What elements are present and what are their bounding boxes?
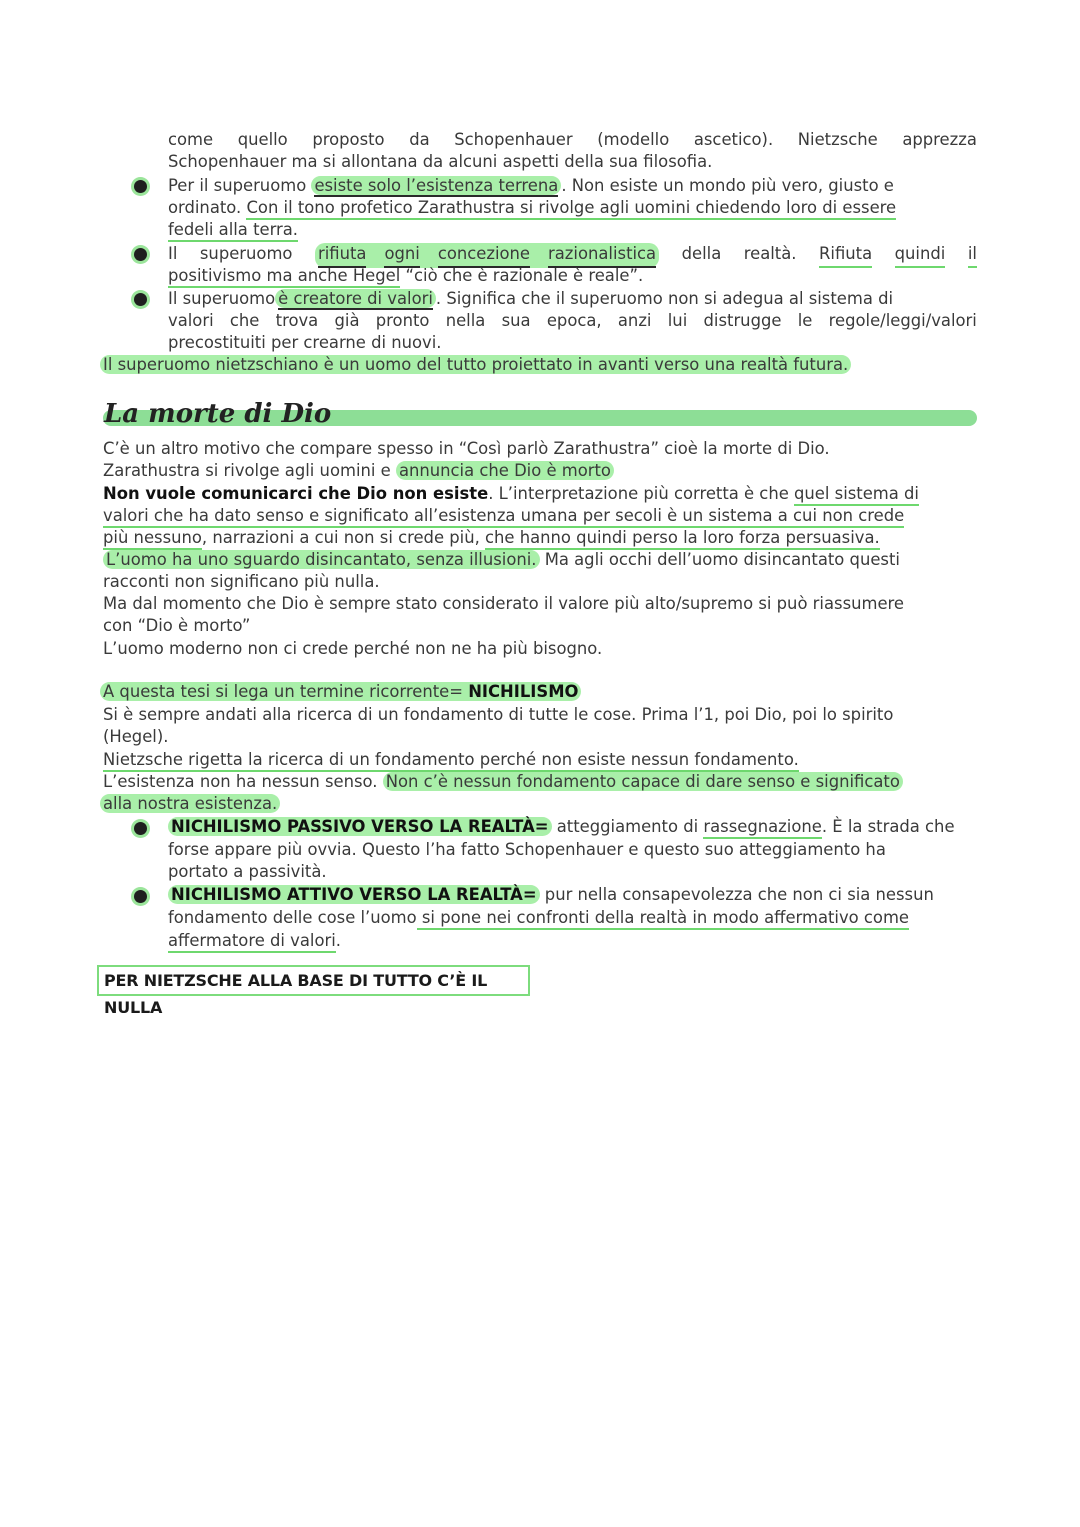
underlined-word: quindi — [895, 243, 946, 268]
underlined-text: più nessuno — [103, 528, 202, 550]
highlighted-text: alla nostra esistenza. — [100, 794, 280, 813]
highlighted-text: è creatore di valori — [278, 289, 433, 308]
word: valori — [168, 311, 214, 330]
word: anzi — [617, 311, 652, 330]
underlined-word: Rifiuta — [819, 243, 872, 268]
underlined-text: Nietzsche rigetta la ricerca di un fondamento perché non esiste nessun fondamento. — [103, 750, 799, 772]
text-line — [100, 681, 974, 703]
bullet-icon — [134, 293, 147, 306]
text-line — [168, 930, 977, 952]
bullet-icon — [134, 180, 147, 193]
word: trova — [275, 311, 319, 330]
text-span: Il superuomo — [168, 289, 276, 308]
text-line — [168, 129, 977, 151]
text-line — [168, 884, 977, 906]
text-span: . Non esiste un mondo più vero, giusto e — [561, 176, 894, 195]
text-span: Per il superuomo — [168, 176, 307, 195]
text-line: precostituiti per crearne di nuovi. — [168, 333, 442, 352]
underlined-text: Con il tono profetico Zarathustra si rivolge agli uomini chiedendo loro di essere — [246, 198, 896, 220]
word: sua — [501, 311, 531, 330]
text-line: (Hegel). — [103, 727, 169, 746]
word: epoca, — [546, 311, 602, 330]
word: regole/leggi/valori — [828, 311, 977, 330]
highlighted-text: L’uomo ha uno sguardo disincantato, senza illusioni. — [103, 550, 540, 569]
highlighted-text — [100, 682, 581, 701]
word: che — [229, 311, 260, 330]
word: ascetico). — [693, 130, 774, 149]
text-span: “ciò che è razionale è reale”. — [400, 266, 644, 285]
underlined-text: rassegnazione — [703, 817, 821, 839]
word: le — [797, 311, 813, 330]
text-line — [103, 460, 977, 482]
text-line: forse appare più ovvia. Questo l’ha fatto Schopenhauer e questo suo atteggiamento ha — [168, 840, 886, 859]
word: realtà. — [743, 244, 797, 263]
highlighted-text: annuncia che Dio è morto — [396, 461, 614, 480]
text-span: . L’interpretazione più corretta è che — [488, 484, 789, 503]
text-span: A questa tesi si lega un termine ricorrente= — [103, 682, 463, 701]
text-line: Schopenhauer ma si allontana da alcuni aspetti della sua filosofia. — [168, 152, 713, 171]
conclusion-box: PER NIETZSCHE ALLA BASE DI TUTTO C’È IL NULLA — [97, 965, 530, 996]
word: già — [334, 311, 360, 330]
underlined-text: valori che ha dato senso e significato all’esistenza umana per secoli è un sistema a cui non crede — [103, 506, 904, 528]
highlighted-text: esiste solo l’esistenza terrena — [314, 176, 559, 195]
text-line — [103, 505, 977, 527]
text-line: Ma dal momento che Dio è sempre stato considerato il valore più alto/supremo si può riassumere — [103, 594, 905, 613]
bullet-icon — [134, 822, 147, 835]
bullet-icon — [134, 890, 147, 903]
word: superuomo — [199, 244, 293, 263]
word: Schopenhauer — [454, 130, 573, 149]
text-line — [100, 793, 974, 815]
text-span: . Significa che il superuomo non si adegua al sistema di — [435, 289, 894, 308]
bold-highlighted-label: NICHILISMO ATTIVO VERSO LA REALTÀ= — [168, 885, 540, 904]
word: Nietzsche — [797, 130, 878, 149]
word: come — [168, 130, 214, 149]
underlined-word: il — [968, 243, 977, 268]
bold-highlighted-label: NICHILISMO PASSIVO VERSO LA REALTÀ= — [168, 817, 552, 836]
bold-text: NICHILISMO — [468, 682, 579, 701]
text-span: atteggiamento di — [551, 817, 704, 836]
highlighted-word: rifiuta — [318, 243, 366, 268]
underlined-text: fedeli alla terra. — [168, 220, 298, 242]
text-line — [100, 354, 974, 376]
text-span: . — [335, 931, 342, 950]
underlined-text: affermatore di valori — [168, 931, 336, 953]
highlighted-text: Non c’è nessun fondamento capace di dare senso e significato — [383, 772, 903, 791]
text-span: fondamento delle cose l’uomo — [168, 908, 417, 927]
text-span: , narrazioni a cui non si crede più, — [201, 528, 480, 547]
word: (modello — [597, 130, 670, 149]
text-span: Zarathustra si rivolge agli uomini e — [103, 461, 391, 480]
text-line — [103, 771, 977, 793]
word: lui — [667, 311, 688, 330]
bullet-icon — [134, 248, 147, 261]
text-line — [168, 288, 977, 310]
highlighted-word: razionalistica — [548, 243, 656, 268]
text-line — [103, 549, 977, 571]
text-span: L’esistenza non ha nessun senso. — [103, 772, 383, 791]
word: da — [409, 130, 430, 149]
text-line — [103, 527, 977, 549]
text-line — [168, 265, 977, 287]
text-line — [168, 197, 977, 219]
bold-text: Non vuole comunicarci che Dio non esiste — [103, 484, 489, 503]
text-line — [103, 749, 977, 771]
section-title: La morte di Dio — [104, 399, 332, 429]
text-line: portato a passività. — [168, 862, 327, 881]
highlighted-text: Il superuomo nietzschiano è un uomo del tutto proiettato in avanti verso una realtà futura. — [100, 355, 851, 374]
text-line: Si è sempre andati alla ricerca di un fondamento di tutte le cose. Prima l’1, poi Dio, poi lo spirito — [103, 705, 894, 724]
text-span: ordinato. — [168, 198, 247, 217]
text-line — [168, 219, 977, 241]
text-span: Ma agli occhi dell’uomo disincantato questi — [539, 550, 900, 569]
text-line — [168, 907, 977, 929]
text-span: pur nella consapevolezza che non ci sia nessun — [539, 885, 934, 904]
highlighted-word: concezione — [438, 243, 530, 268]
text-line — [168, 816, 977, 838]
word: distrugge — [703, 311, 782, 330]
word: nella — [445, 311, 486, 330]
underlined-text: positivismo ma anche Hegel — [168, 266, 400, 288]
word: Il — [168, 244, 178, 263]
word: apprezza — [902, 130, 977, 149]
text-line — [168, 310, 977, 332]
text-line — [103, 483, 977, 505]
highlighted-word: ogni — [384, 243, 419, 268]
underlined-text: quel sistema di — [794, 484, 919, 506]
word: della — [681, 244, 722, 263]
text-line: C’è un altro motivo che compare spesso in “Così parlò Zarathustra” cioè la morte di Dio. — [103, 439, 830, 458]
word: proposto — [312, 130, 385, 149]
text-span: . È la strada che — [821, 817, 955, 836]
text-line: racconti non significano più nulla. — [103, 572, 380, 591]
word: quello — [237, 130, 288, 149]
underlined-text: si pone nei confronti della realtà in modo affermativo come — [417, 908, 909, 930]
underlined-text: che hanno quindi perso la loro forza persuasiva. — [485, 528, 880, 550]
text-line: con “Dio è morto” — [103, 616, 251, 635]
text-line: L’uomo moderno non ci crede perché non ne ha più bisogno. — [103, 639, 603, 658]
word: pronto — [375, 311, 430, 330]
text-line — [168, 175, 977, 197]
